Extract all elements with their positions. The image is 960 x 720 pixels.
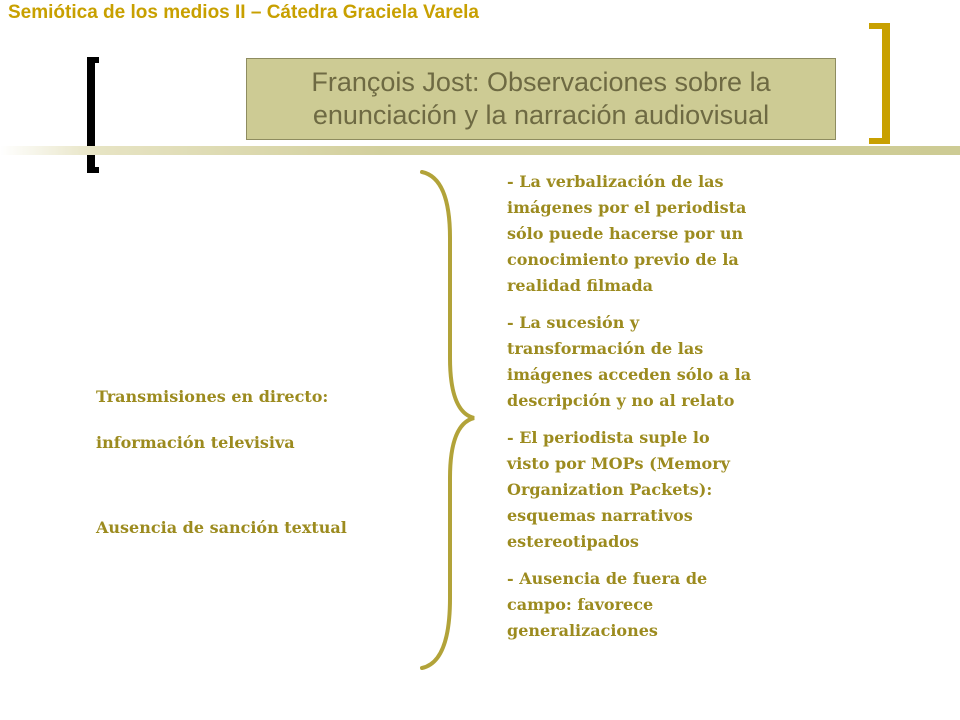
list-item: - Ausencia de fuera de campo: favorece generalizaciones xyxy=(507,569,708,640)
points-list xyxy=(507,169,847,655)
list-item: - La sucesión y transformación de las imágenes acceden sólo a la descripción y no al relato xyxy=(507,313,752,410)
slide-title-line-1: François Jost: Observaciones sobre la xyxy=(311,67,771,97)
title-divider-bar xyxy=(0,146,960,155)
list-item: - La verbalización de las imágenes por el periodista sólo puede hacerse por un conocimiento previo de la realidad filmada xyxy=(507,172,747,295)
right-bracket-decoration xyxy=(869,23,890,144)
curly-brace-icon xyxy=(416,168,478,672)
left-bracket-decoration xyxy=(87,57,99,173)
course-header: Semiótica de los medios II – Cátedra Graciela Varela xyxy=(8,2,480,23)
list-item: - El periodista suple lo visto por MOPs (Memory Organization Packets): esquemas narrativos estereotipados xyxy=(507,428,730,551)
left-label-informacion: información televisiva xyxy=(96,433,295,452)
slide-title xyxy=(246,58,836,140)
slide-title-line-2: enunciación y la narración audiovisual xyxy=(312,100,770,130)
left-label-ausencia: Ausencia de sanción textual xyxy=(96,518,347,537)
left-label-transmisiones: Transmisiones en directo: xyxy=(96,387,329,406)
